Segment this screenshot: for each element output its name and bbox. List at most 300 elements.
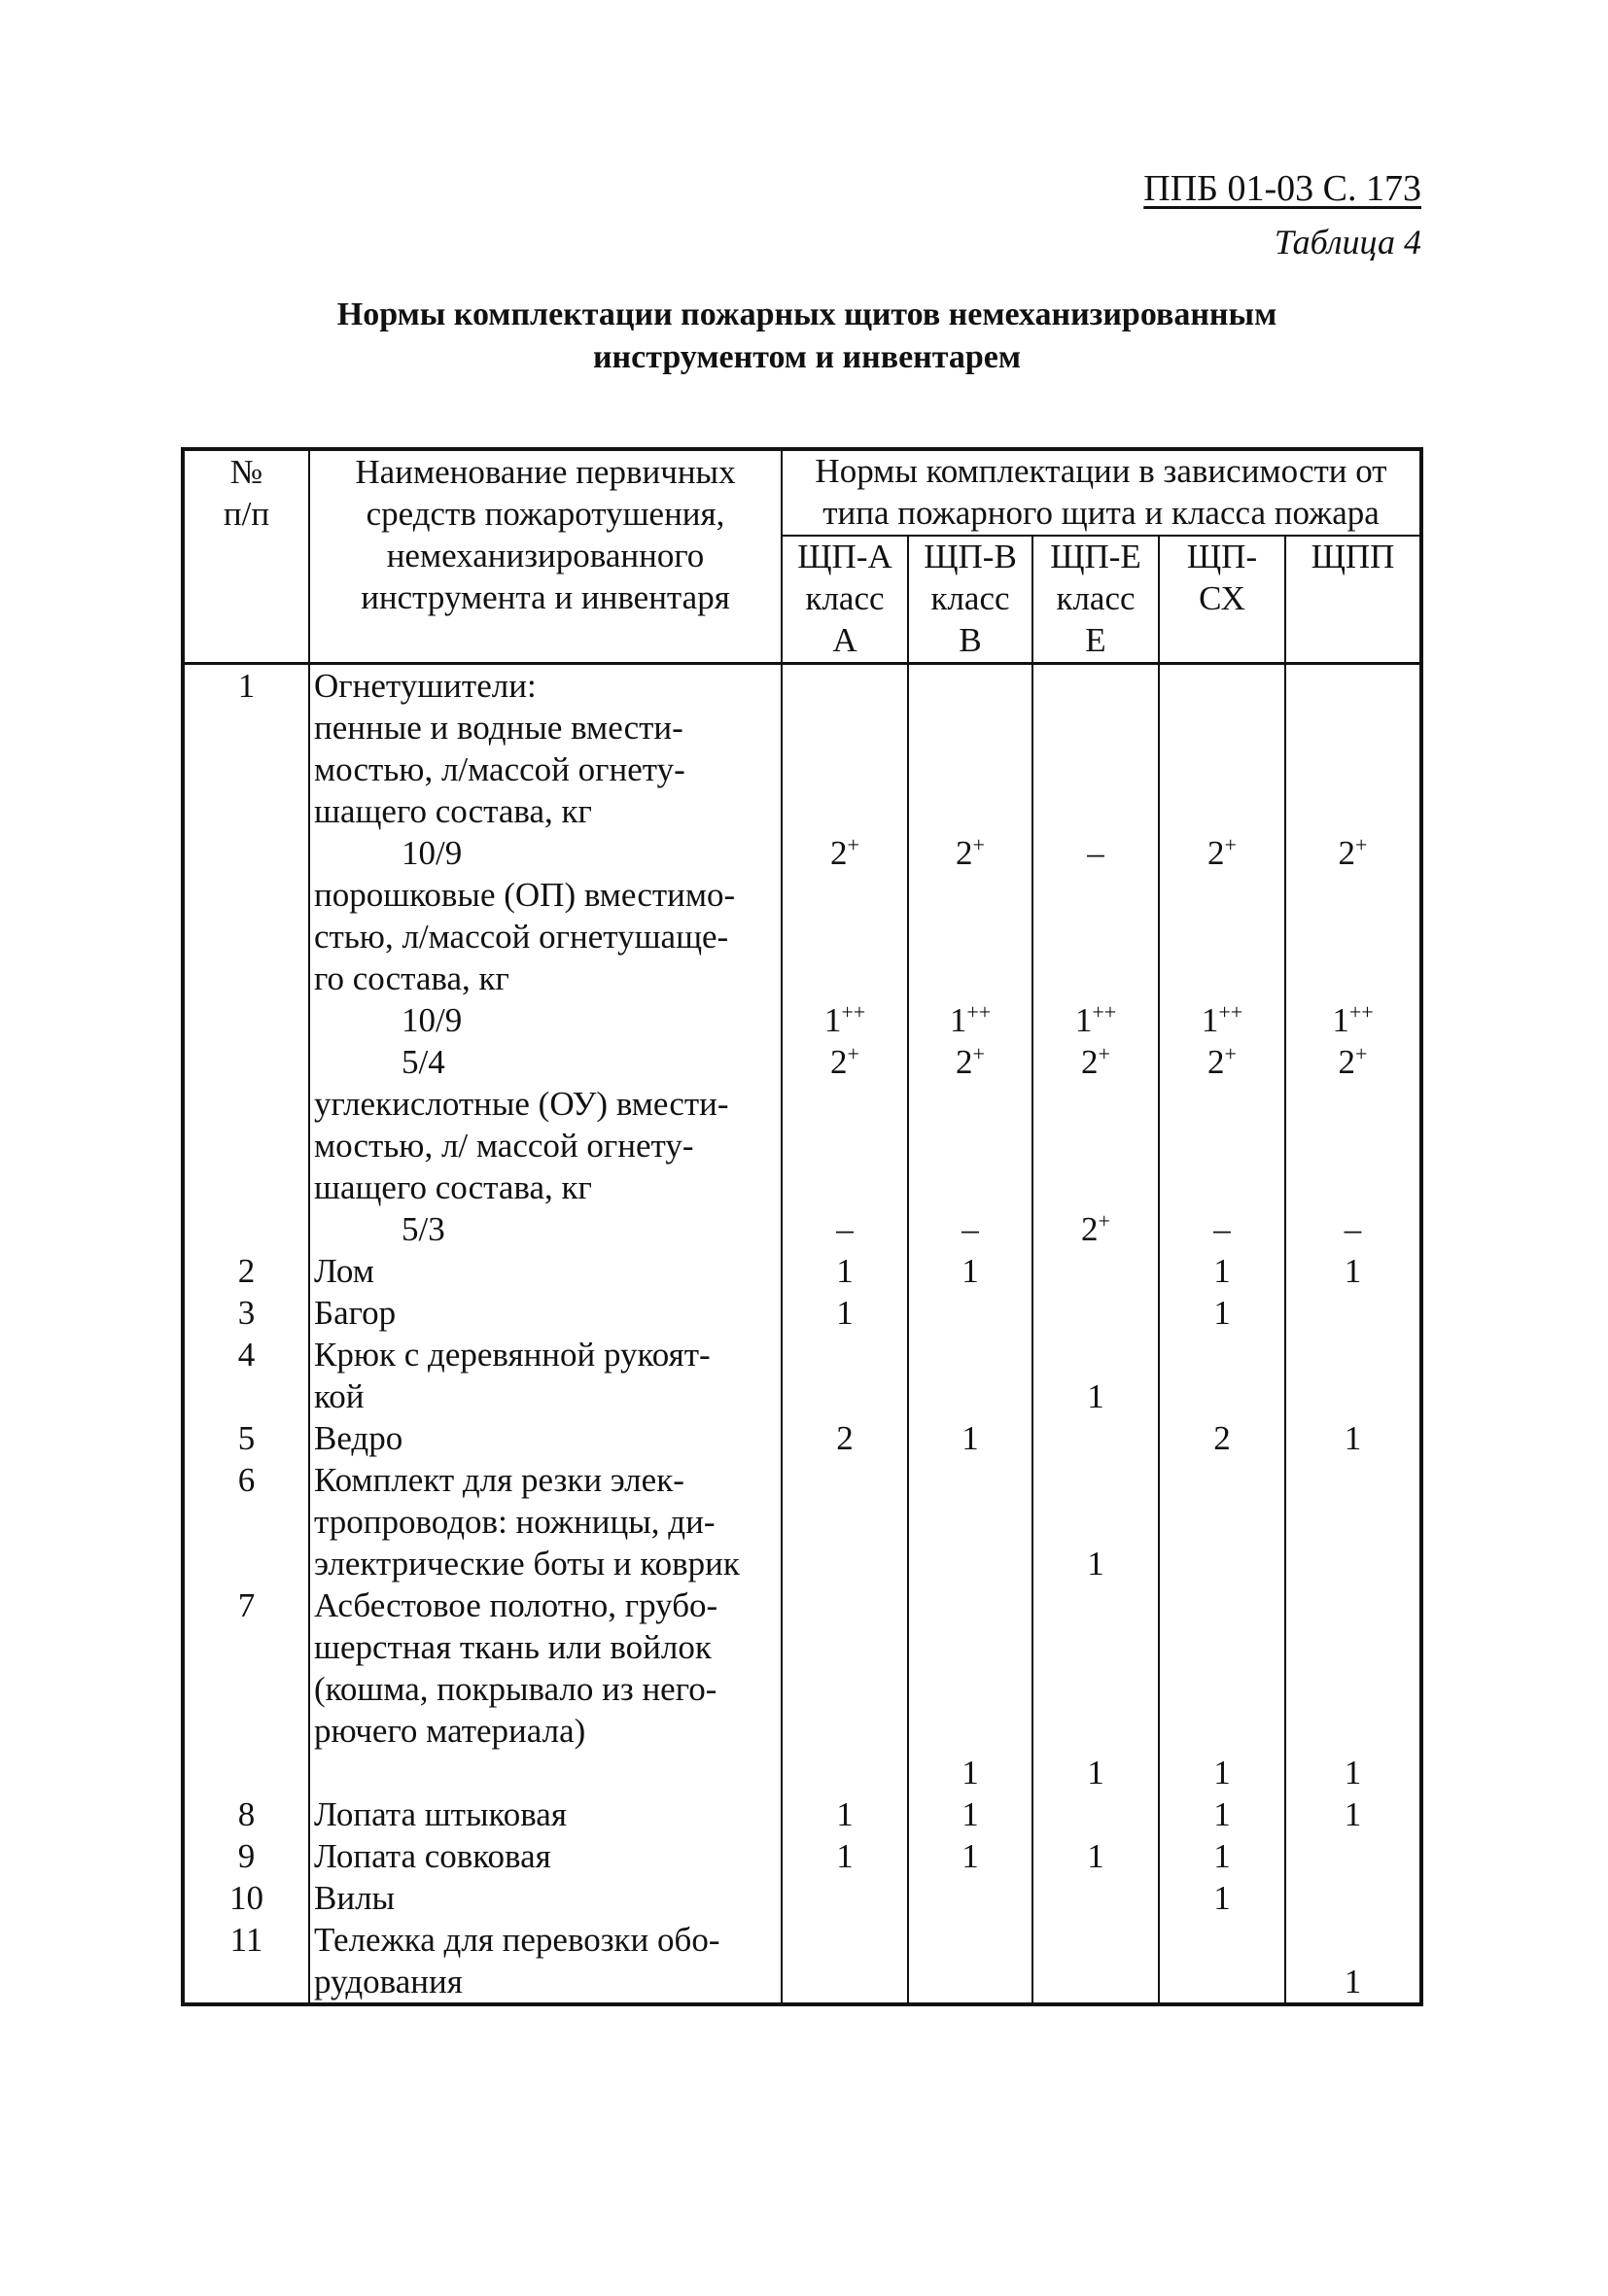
row-value <box>1159 1417 1285 1459</box>
row-value-text <box>787 957 903 999</box>
row-value-text <box>1037 1501 1154 1543</box>
sub-header-line: ЩП-В <box>924 538 1017 575</box>
row-name <box>309 1459 782 1501</box>
row-value-text <box>787 790 903 832</box>
table-row <box>183 790 1421 832</box>
row-value <box>1032 916 1159 957</box>
row-value-text <box>1037 1334 1154 1375</box>
row-number <box>183 916 309 957</box>
row-name-text: мостью, л/массой огнету- <box>314 750 685 788</box>
row-value-text: 1 <box>1087 1377 1104 1415</box>
value-superscript: ++ <box>966 999 992 1025</box>
row-value-text <box>787 832 903 874</box>
row-value <box>908 1292 1032 1334</box>
row-value-text <box>1290 1919 1416 1961</box>
row-name-text: 10/9 <box>402 1001 463 1039</box>
row-name-text: углекислотные (ОУ) вмести- <box>314 1085 729 1123</box>
row-value <box>1032 1459 1159 1501</box>
row-name <box>309 748 782 790</box>
value-superscript: + <box>1355 832 1368 857</box>
row-value <box>1159 1083 1285 1125</box>
row-value <box>1159 1041 1285 1083</box>
row-value-text: 2 <box>836 1419 854 1457</box>
row-name <box>309 1083 782 1125</box>
row-value-text <box>1037 957 1154 999</box>
row-name <box>309 664 782 708</box>
row-value-text <box>1164 1083 1280 1125</box>
row-value <box>1032 748 1159 790</box>
value-superscript: + <box>847 1041 859 1066</box>
value-base: 2 <box>1207 1043 1225 1081</box>
row-value <box>782 1375 908 1417</box>
row-value-text <box>913 1961 1028 2002</box>
row-value <box>1159 1208 1285 1250</box>
row-value-text <box>1164 1919 1280 1961</box>
row-value-text <box>787 1375 903 1417</box>
row-value <box>1285 790 1421 832</box>
header-name-line: средств пожаротушения, <box>366 495 725 533</box>
row-name <box>309 1543 782 1584</box>
table-row <box>183 1041 1421 1083</box>
row-value-text <box>1164 999 1280 1041</box>
row-value-text <box>1290 1835 1416 1877</box>
row-value <box>782 1125 908 1166</box>
row-number-text <box>189 1083 304 1125</box>
row-number <box>183 707 309 748</box>
row-value <box>1032 1334 1159 1375</box>
row-value-text: 2 <box>1213 1419 1231 1457</box>
row-name <box>309 1375 782 1417</box>
row-value <box>1285 1041 1421 1083</box>
row-name <box>309 999 782 1041</box>
row-number <box>183 1543 309 1584</box>
table-row <box>183 748 1421 790</box>
row-value <box>1159 664 1285 708</box>
row-value <box>908 1835 1032 1877</box>
row-value <box>782 664 908 708</box>
row-value-text: 1 <box>1213 1879 1231 1917</box>
row-name-text: кой <box>314 1377 365 1415</box>
row-number <box>183 1710 309 1752</box>
row-value-text <box>787 1083 903 1125</box>
row-value <box>908 748 1032 790</box>
row-value <box>782 957 908 999</box>
row-value-text: 1 <box>836 1294 854 1332</box>
row-value-text <box>913 1125 1028 1166</box>
row-value-text <box>787 1919 903 1961</box>
table-row <box>183 1375 1421 1417</box>
row-number-text: 9 <box>237 1837 256 1875</box>
row-name <box>309 1835 782 1877</box>
row-value-text <box>787 665 903 707</box>
row-number-text <box>189 1710 304 1752</box>
value-superscript: + <box>1224 1041 1237 1066</box>
sub-header-line: класс <box>1056 579 1136 617</box>
row-value <box>782 1459 908 1501</box>
row-name-text: Лопата совковая <box>314 1837 551 1875</box>
row-value <box>1032 832 1159 874</box>
row-value-text <box>913 1334 1028 1375</box>
table-row <box>183 1877 1421 1919</box>
value-superscript: ++ <box>1348 999 1374 1025</box>
row-value <box>1285 999 1421 1041</box>
row-value <box>782 999 908 1041</box>
value-base: 2 <box>1338 834 1356 872</box>
row-value-text <box>913 1668 1028 1710</box>
value-superscript: + <box>972 832 985 857</box>
row-value <box>1032 664 1159 708</box>
table-row <box>183 1501 1421 1543</box>
row-value-text: 1 <box>1344 1419 1362 1457</box>
row-value <box>1032 1961 1159 2004</box>
row-value <box>1285 748 1421 790</box>
row-value <box>1285 1543 1421 1584</box>
row-value <box>1285 1125 1421 1166</box>
row-name-text: Вилы <box>314 1879 396 1917</box>
sub-header-line: А <box>832 621 857 659</box>
row-value <box>782 1752 908 1793</box>
row-value-text: 1 <box>961 1795 979 1833</box>
row-value-text <box>1290 832 1416 874</box>
row-value-text <box>1037 1710 1154 1752</box>
row-number-text <box>189 957 304 999</box>
row-name <box>309 832 782 874</box>
row-value-text <box>1164 1459 1280 1501</box>
row-value <box>1032 999 1159 1041</box>
row-value-text <box>913 1919 1028 1961</box>
row-value <box>1032 1501 1159 1543</box>
table-row <box>183 957 1421 999</box>
row-value <box>1159 832 1285 874</box>
row-name-text: Асбестовое полотно, грубо- <box>314 1586 718 1624</box>
row-value <box>908 1083 1032 1125</box>
row-value-text: – <box>1087 834 1104 872</box>
header-norms-line: типа пожарного щита и класса пожара <box>822 494 1380 532</box>
sub-header-line: класс <box>930 579 1010 617</box>
table-row <box>183 832 1421 874</box>
row-value <box>1285 1626 1421 1668</box>
row-value <box>908 916 1032 957</box>
row-value <box>1159 1459 1285 1501</box>
row-number-text <box>189 916 304 957</box>
row-value-text <box>913 1375 1028 1417</box>
row-number <box>183 832 309 874</box>
row-number-text <box>189 1375 304 1417</box>
row-number <box>183 1208 309 1250</box>
row-value <box>1159 1501 1285 1543</box>
row-value <box>782 707 908 748</box>
row-value <box>908 999 1032 1041</box>
row-value-text <box>913 1877 1028 1919</box>
row-number <box>183 1334 309 1375</box>
row-value <box>782 1668 908 1710</box>
row-name-text: рючего материала) <box>314 1712 586 1750</box>
row-number <box>183 1961 309 2004</box>
row-value-text <box>1290 1584 1416 1626</box>
row-value <box>1032 790 1159 832</box>
header-name-line: Наименование первичных <box>355 453 736 491</box>
row-number-text <box>189 874 304 916</box>
row-name-text: Тележка для перевозки обо- <box>314 1921 720 1959</box>
row-value <box>1159 1919 1285 1961</box>
row-value-text <box>1290 707 1416 748</box>
row-value <box>1285 1584 1421 1626</box>
row-value-text: 1 <box>1213 1754 1231 1792</box>
row-value <box>1285 1166 1421 1208</box>
row-value <box>1159 1835 1285 1877</box>
row-value <box>1159 1710 1285 1752</box>
row-value-text: 1 <box>1344 1963 1362 2000</box>
row-value <box>1032 1417 1159 1459</box>
row-value <box>1159 1334 1285 1375</box>
row-value-text: 1 <box>836 1837 854 1875</box>
row-value <box>908 664 1032 708</box>
row-value <box>1285 832 1421 874</box>
row-name <box>309 1250 782 1292</box>
row-value-text <box>1164 832 1280 874</box>
row-value-text <box>1290 1626 1416 1668</box>
row-value-text <box>1290 1501 1416 1543</box>
row-name <box>309 1334 782 1375</box>
row-number-text: 4 <box>237 1336 256 1374</box>
sub-header-line: В <box>959 621 982 659</box>
row-value <box>1159 1626 1285 1668</box>
row-value-text <box>913 1292 1028 1334</box>
row-value <box>1285 874 1421 916</box>
value-base: 2 <box>956 834 973 872</box>
row-value <box>782 748 908 790</box>
row-value-text <box>1164 1375 1280 1417</box>
row-value-text <box>1164 916 1280 957</box>
row-value <box>1032 1668 1159 1710</box>
row-number-text: 8 <box>237 1795 256 1833</box>
row-value-text <box>913 748 1028 790</box>
sub-header-line: класс <box>805 579 885 617</box>
row-value-text <box>1037 665 1154 707</box>
row-value-text: 1 <box>961 1754 979 1792</box>
row-value-text <box>1164 1334 1280 1375</box>
sub-header-line: СХ <box>1199 579 1245 617</box>
row-value <box>782 1292 908 1334</box>
row-value <box>1032 1250 1159 1292</box>
row-value-text: – <box>836 1210 854 1248</box>
row-value-text <box>1037 790 1154 832</box>
row-value <box>1159 1752 1285 1793</box>
row-number-text <box>189 790 304 832</box>
row-value <box>1159 916 1285 957</box>
row-number <box>183 1375 309 1417</box>
row-value-text: 1 <box>1344 1754 1362 1792</box>
table-row <box>183 707 1421 748</box>
table-row <box>183 664 1421 708</box>
row-value <box>1285 1793 1421 1835</box>
table-row <box>183 1584 1421 1626</box>
row-number-text <box>189 1125 304 1166</box>
row-name-text: тропроводов: ножницы, ди- <box>314 1503 716 1541</box>
row-value-text <box>913 1584 1028 1626</box>
value-superscript: ++ <box>1218 999 1243 1025</box>
row-value-text: 1 <box>961 1252 979 1290</box>
row-value-text <box>1290 1375 1416 1417</box>
row-value <box>908 1543 1032 1584</box>
row-value <box>908 1250 1032 1292</box>
row-value <box>1032 1793 1159 1835</box>
row-name-text: электрические боты и коврик <box>314 1545 740 1583</box>
row-name-text: рудования <box>314 1963 463 2000</box>
header-norms-group <box>782 449 1421 536</box>
row-value-text <box>1290 1166 1416 1208</box>
row-number-text: 11 <box>229 1921 263 1959</box>
row-name <box>309 1877 782 1919</box>
row-number-text: 6 <box>237 1461 256 1499</box>
row-value-text <box>1164 1166 1280 1208</box>
row-value <box>1159 1668 1285 1710</box>
row-value-text <box>1037 1668 1154 1710</box>
row-value-text <box>787 1543 903 1584</box>
row-value-text <box>1290 1292 1416 1334</box>
table-row <box>183 1752 1421 1793</box>
row-value-text <box>1290 1710 1416 1752</box>
row-name-text: Лом <box>314 1252 374 1290</box>
row-value <box>782 1835 908 1877</box>
row-value-text <box>1037 1417 1154 1459</box>
row-name <box>309 874 782 916</box>
row-number <box>183 957 309 999</box>
row-value <box>1159 1166 1285 1208</box>
row-number <box>183 874 309 916</box>
table-row <box>183 1710 1421 1752</box>
sub-header-3 <box>1159 536 1285 664</box>
row-value-text <box>787 1668 903 1710</box>
row-value-text <box>787 1584 903 1626</box>
row-number <box>183 790 309 832</box>
row-value <box>1032 1041 1159 1083</box>
document-reference: ППБ 01-03 С. 173 <box>1143 168 1421 209</box>
row-value-text <box>1164 1961 1280 2002</box>
row-number-text <box>189 1208 304 1250</box>
row-value <box>1159 999 1285 1041</box>
row-value <box>908 1501 1032 1543</box>
row-value-text: – <box>1344 1210 1362 1248</box>
row-number <box>183 1041 309 1083</box>
row-number <box>183 1668 309 1710</box>
table-row <box>183 1626 1421 1668</box>
row-value <box>908 1584 1032 1626</box>
row-value <box>1285 1250 1421 1292</box>
row-name-text: шерстная ткань или войлок <box>314 1628 712 1666</box>
row-value <box>908 1919 1032 1961</box>
table-row <box>183 1459 1421 1501</box>
table-row <box>183 1668 1421 1710</box>
row-value <box>782 1041 908 1083</box>
row-number-text: 10 <box>229 1879 263 1917</box>
sub-header-0 <box>782 536 908 664</box>
row-value-text <box>1164 1125 1280 1166</box>
row-value <box>1032 1083 1159 1125</box>
row-value <box>908 874 1032 916</box>
row-value <box>908 1877 1032 1919</box>
row-value <box>782 874 908 916</box>
row-value <box>1285 1752 1421 1793</box>
row-value-text: 1 <box>1213 1294 1231 1332</box>
row-value <box>908 790 1032 832</box>
table-title-line-1: Нормы комплектации пожарных щитов немеханизированным <box>336 296 1277 332</box>
row-value-text <box>1290 1334 1416 1375</box>
row-value-text <box>787 1501 903 1543</box>
row-value <box>908 1459 1032 1501</box>
row-name <box>309 790 782 832</box>
table-row <box>183 1543 1421 1584</box>
row-number-text: 1 <box>237 667 256 705</box>
row-number-text: 2 <box>237 1252 256 1290</box>
table-title-line-2: инструментом и инвентарем <box>592 339 1022 375</box>
row-value <box>782 1417 908 1459</box>
row-value <box>908 1668 1032 1710</box>
row-value-text: – <box>1213 1210 1231 1248</box>
row-value-text <box>1290 957 1416 999</box>
row-value <box>782 1626 908 1668</box>
header-name <box>309 449 782 664</box>
row-value-text <box>1290 748 1416 790</box>
table-row <box>183 1417 1421 1459</box>
row-value <box>782 790 908 832</box>
norms-table <box>181 447 1423 2006</box>
table-row <box>183 1835 1421 1877</box>
header-number <box>183 449 309 664</box>
row-value-text <box>1037 1584 1154 1626</box>
value-superscript: + <box>972 1041 985 1066</box>
row-value-text: 1 <box>961 1419 979 1457</box>
row-value-text <box>1037 1083 1154 1125</box>
row-name <box>309 1668 782 1710</box>
row-value-text <box>1290 790 1416 832</box>
table-body <box>183 664 1421 2005</box>
row-value <box>1285 1459 1421 1501</box>
row-value <box>1285 1292 1421 1334</box>
row-number-text <box>189 1626 304 1668</box>
row-value <box>782 1793 908 1835</box>
row-name-text: 5/4 <box>402 1043 445 1081</box>
row-number <box>183 1877 309 1919</box>
table-number: Таблица 4 <box>1274 223 1421 261</box>
row-value <box>1159 1375 1285 1417</box>
row-name <box>309 1752 782 1793</box>
sub-header-4 <box>1285 536 1421 664</box>
row-value-text <box>1037 1459 1154 1501</box>
sub-header-line: Е <box>1085 621 1106 659</box>
table-row <box>183 916 1421 957</box>
sub-header-1 <box>908 536 1032 664</box>
row-value-text <box>1037 1125 1154 1166</box>
table-row <box>183 874 1421 916</box>
row-value <box>1159 874 1285 916</box>
row-name <box>309 1501 782 1543</box>
row-value <box>782 1877 908 1919</box>
row-number <box>183 1166 309 1208</box>
row-number <box>183 1752 309 1793</box>
table-row <box>183 1083 1421 1125</box>
row-value-text <box>787 1459 903 1501</box>
row-value <box>1285 1334 1421 1375</box>
row-number-text <box>189 1543 304 1584</box>
row-name <box>309 1710 782 1752</box>
row-value <box>908 1793 1032 1835</box>
row-value-text <box>787 707 903 748</box>
row-value <box>1032 1626 1159 1668</box>
row-value-text <box>913 665 1028 707</box>
row-value-text: 1 <box>1344 1795 1362 1833</box>
row-value-text <box>1164 748 1280 790</box>
